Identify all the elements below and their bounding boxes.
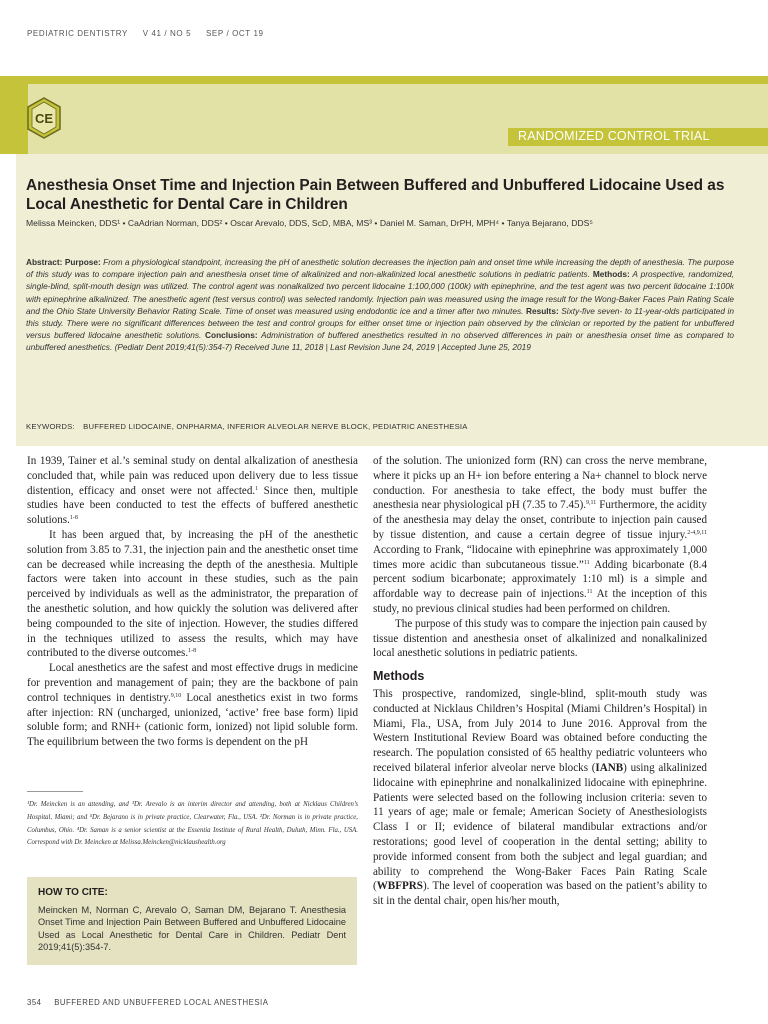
methods-label: Methods: bbox=[592, 269, 630, 280]
conclusions-text: Administration of buffered anesthetics resulted in no observed differences in pain or anesthesia onset time as compared to unbuffered anesthetics. bbox=[26, 330, 735, 353]
paragraph: It has been argued that, by increasing the pH of the anesthetic solution from 3.85 to 7.31, the injection pain and the anesthetic onset time can be decreased while increasing the depth of the anesthesia. Multiple factors were taken into account in these studies, such as the pain perceived by individuals as well as the administrator, the preparation of the anesthetic solution, and how quickly the solution was delivered after being compounded to the site of injection. However, the studies differed in the techniques utilized to assess the results, which may have contributed to the diverse outcomes.$^{1-8}$ bbox=[27, 528, 358, 660]
body-column-right bbox=[373, 454, 707, 909]
body-column-left bbox=[27, 454, 358, 750]
article-type-label: RANDOMIZED CONTROL TRIAL bbox=[518, 129, 710, 143]
ce-badge-icon bbox=[26, 97, 62, 139]
keywords-label: KEYWORDS: bbox=[26, 422, 75, 431]
paragraph: This prospective, randomized, single-blind, split-mouth study was conducted at Nicklaus Children’s Hospital (Miami Children’s Hospital) in Miami, Fla., USA, from July 2014 to June 2016. Approval from the Western Institutional Review Board was obtained before conducting the research. The population consisted of 65 healthy pediatric volunteers who received bilateral inferior alveolar nerve blocks (IANB) using alkalinized lidocaine with epinephrine and nonalkalinized lidocaine with epinephrine. Patients were selected based on the following inclusion criteria: seven to 11 years of age; male or female; American Society of Anesthesiologists Class I or II; evidence of bilateral mandibular extractions and/or restorations; good level of cooperation in the dental setting; ability to provide informed consent from both the subject and legal guardian; and ability to comprehend the Wong-Baker Faces Pain Rating Scale (WBFPRS). The level of cooperation was based on the patient’s ability to sit in the dental chair, open his/her mouth, bbox=[373, 687, 707, 908]
journal-citation: (Pediatr Dent 2019;41(5):354-7) bbox=[114, 342, 233, 353]
methods-text: A prospective, randomized, single-blind, split-mouth design was utilized. The control agent was nonalkalized two percent lidocaine 1:100,000 (100k) with epinephrine, and the test agent was two percent lidocaine 1:100k with epinephrine alkalinized. The anesthetic agent (test versus control) was selected randomly. Injection pain was measured using the image result for the Wong-Baker Faces Pain Rating Scale and the Ohio State University Behavior Rating Scale. Time of onset was measured using endodontic ice and a timer after two minutes. bbox=[26, 269, 734, 316]
running-title: BUFFERED AND UNBUFFERED LOCAL ANESTHESIA bbox=[54, 998, 269, 1007]
volume-issue: V 41 / NO 5 bbox=[142, 29, 192, 38]
paragraph: Local anesthetics are the safest and most effective drugs in medicine for prevention and management of pain; they are the backbone of pain control techniques in dentistry.$^{9,10}$ Local anesthetics exist in two forms after injection: RN (uncharged, unionized, ‘active’ free base form) lipid soluble form; and RNH+ (cationic form, ionized) not lipid soluble form. The equilibrium between the two forms is dependent on the pH bbox=[27, 662, 358, 749]
article-title: Anesthesia Onset Time and Injection Pain Between Buffered and Unbuffered Lidocaine Used as Local Anesthetic for Dental Care in Children bbox=[26, 177, 725, 213]
revision-date: Last Revision June 24, 2019 bbox=[330, 342, 435, 353]
banner bbox=[0, 76, 768, 154]
how-to-cite-box bbox=[27, 877, 357, 965]
purpose-label: Purpose: bbox=[64, 257, 101, 267]
running-head bbox=[27, 29, 276, 38]
results-label: Results: bbox=[525, 305, 559, 316]
page-number: 354 bbox=[27, 998, 42, 1007]
how-to-cite-text: Meincken M, Norman C, Arevalo O, Saman DM, Bejarano T. Anesthesia Onset Time and Injection Pain Between Buffered and Unbuffered Lidocaine Used as Local Anesthetic for Dental Care in Children. Pediatr Dent 2019;41(5):354-7. bbox=[38, 905, 346, 952]
paragraph: of the solution. The unionized form (RN) can cross the nerve membrane, where it picks up an H+ ion before entering a Na+ channel to block nerve conduction. For anesthesia to take effect, the body must buffer the anesthesia near physiological pH (7.35 to 7.45).$^{9,11}$ Furthermore, the acidity of the anesthesia may delay the onset, contribute to injection pain caused by tissue distention, and cause a certain degree of tissue injury.$^{2-4,9,11}$ According to Frank, “lidocaine with epinephrine was approximately 1,000 times more acidic than subcutaneous tissue.”$^{11}$ Adding bicarbonate (8.4 percent sodium bicarbonate; approximately 1:10 ml) is a simple and affordable way to decrease pain of injections.$^{11}$ At the inception of this study, no previous clinical studies had been performed on children. bbox=[373, 455, 707, 615]
footnote-rule bbox=[27, 791, 83, 792]
results-text: Sixty-five seven- to 11-year-olds participated in this study. There were no significant differences between the test and control groups for either onset time or injection pain observed by the clinician or reported by the patient for unbuffered versus buffered lidocaine anesthetic solutions. bbox=[26, 305, 735, 341]
journal-name: PEDIATRIC DENTISTRY bbox=[27, 29, 128, 38]
received-date: Received June 11, 2018 bbox=[234, 342, 324, 353]
author-footnote: ¹Dr. Meincken is an attending, and ³Dr. Arevalo is an interim director and attending, both at Nicklaus Children’s Hospital, Miami; and ⁵Dr. Bejarano is in private practice, Clearwater, Fla., USA. ²Dr. Norman is in private practice, Columbus, Ohio. ⁴Dr. Saman is a senior scientist at the Essentia Institute of Rural Health, Duluth, Minn. Fla., USA. Correspond with Dr. Meincken at Melissa.Meincken@nicklaushealth.org bbox=[27, 801, 358, 847]
paragraph: The purpose of this study was to compare the injection pain caused by tissue distention and anesthesia onset of alkalinized and nonalkalinized local anesthetic solutions in pediatric patients. bbox=[373, 617, 707, 660]
abstract-label: Abstract: bbox=[26, 257, 63, 267]
accepted-date: Accepted June 25, 2019 bbox=[441, 342, 531, 353]
ce-badge-text: CE bbox=[34, 111, 54, 126]
article-type-tab bbox=[508, 128, 768, 146]
page-footer bbox=[27, 998, 278, 1007]
keywords bbox=[26, 422, 746, 431]
issue-date: SEP / OCT 19 bbox=[205, 29, 264, 38]
conclusions-label: Conclusions: bbox=[205, 330, 258, 341]
methods-heading: Methods bbox=[373, 669, 425, 684]
keywords-text: BUFFERED LIDOCAINE, ONPHARMA, INFERIOR ALVEOLAR NERVE BLOCK, PEDIATRIC ANESTHESIA bbox=[83, 422, 468, 431]
paragraph: In 1939, Tainer et al.’s seminal study on dental alkalization of anesthesia concluded that, while pain was reduced upon delivery due to less tissue distention, efficacy and onset were not affected.$^1$ Since then, multiple studies have been conducted to test the effects of buffered anesthetic solutions.$^{1-8}$ bbox=[27, 455, 358, 527]
purpose-text: From a physiological standpoint, increasing the pH of anesthetic solution decreases the injection pain and onset time while increasing the depth of anesthesia. The purpose of this study was to compare injection pain and anesthesia onset time of alkalinized and non-alkalinized local anesthetic solutions in pediatric patients. bbox=[26, 257, 735, 280]
abstract: Abstract: Purpose: From a physiological standpoint, increasing the pH of anesthetic solution decreases the injection pain and onset time while increasing the depth of anesthesia. The purpose of this study was to compare injection pain and anesthesia onset time of alkalinized and non-alkalinized local anesthetic solutions in pediatric patients. Methods: A prospective, randomized, single-blind, split-mouth design was utilized. The control agent was nonalkalized two percent lidocaine 1:100,000 (100k) with epinephrine, and the test agent was two percent lidocaine 1:100k with epinephrine alkalinized. The anesthetic agent (test versus control) was selected randomly. Injection pain was measured using the image result for the Wong-Baker Faces Pain Rating Scale and the Ohio State University Behavior Rating Scale. Time of onset was measured using endodontic ice and a timer after two minutes. Results: Sixty-five seven- to 11-year-olds participated in this study. There were no significant differences between the test and control groups for either onset time or injection pain observed by the clinician or reported by the patient for unbuffered versus buffered lidocaine anesthetic solutions. Conclusions: Administration of buffered anesthetics resulted in no observed differences in pain or anesthesia onset time as compared to unbuffered anesthetics. (Pediatr Dent 2019;41(5):354-7) Received June 11, 2018 | Last Revision June 24, 2019 | Accepted June 25, 2019 bbox=[26, 257, 735, 353]
author-list: Melissa Meincken, DDS¹ • CaAdrian Norman, DDS² • Oscar Arevalo, DDS, ScD, MBA, MS³ • Daniel M. Saman, DrPH, MPH⁴ • Tanya Bejarano, DDS⁵ bbox=[26, 218, 593, 228]
how-to-cite-heading: HOW TO CITE: bbox=[38, 887, 108, 898]
